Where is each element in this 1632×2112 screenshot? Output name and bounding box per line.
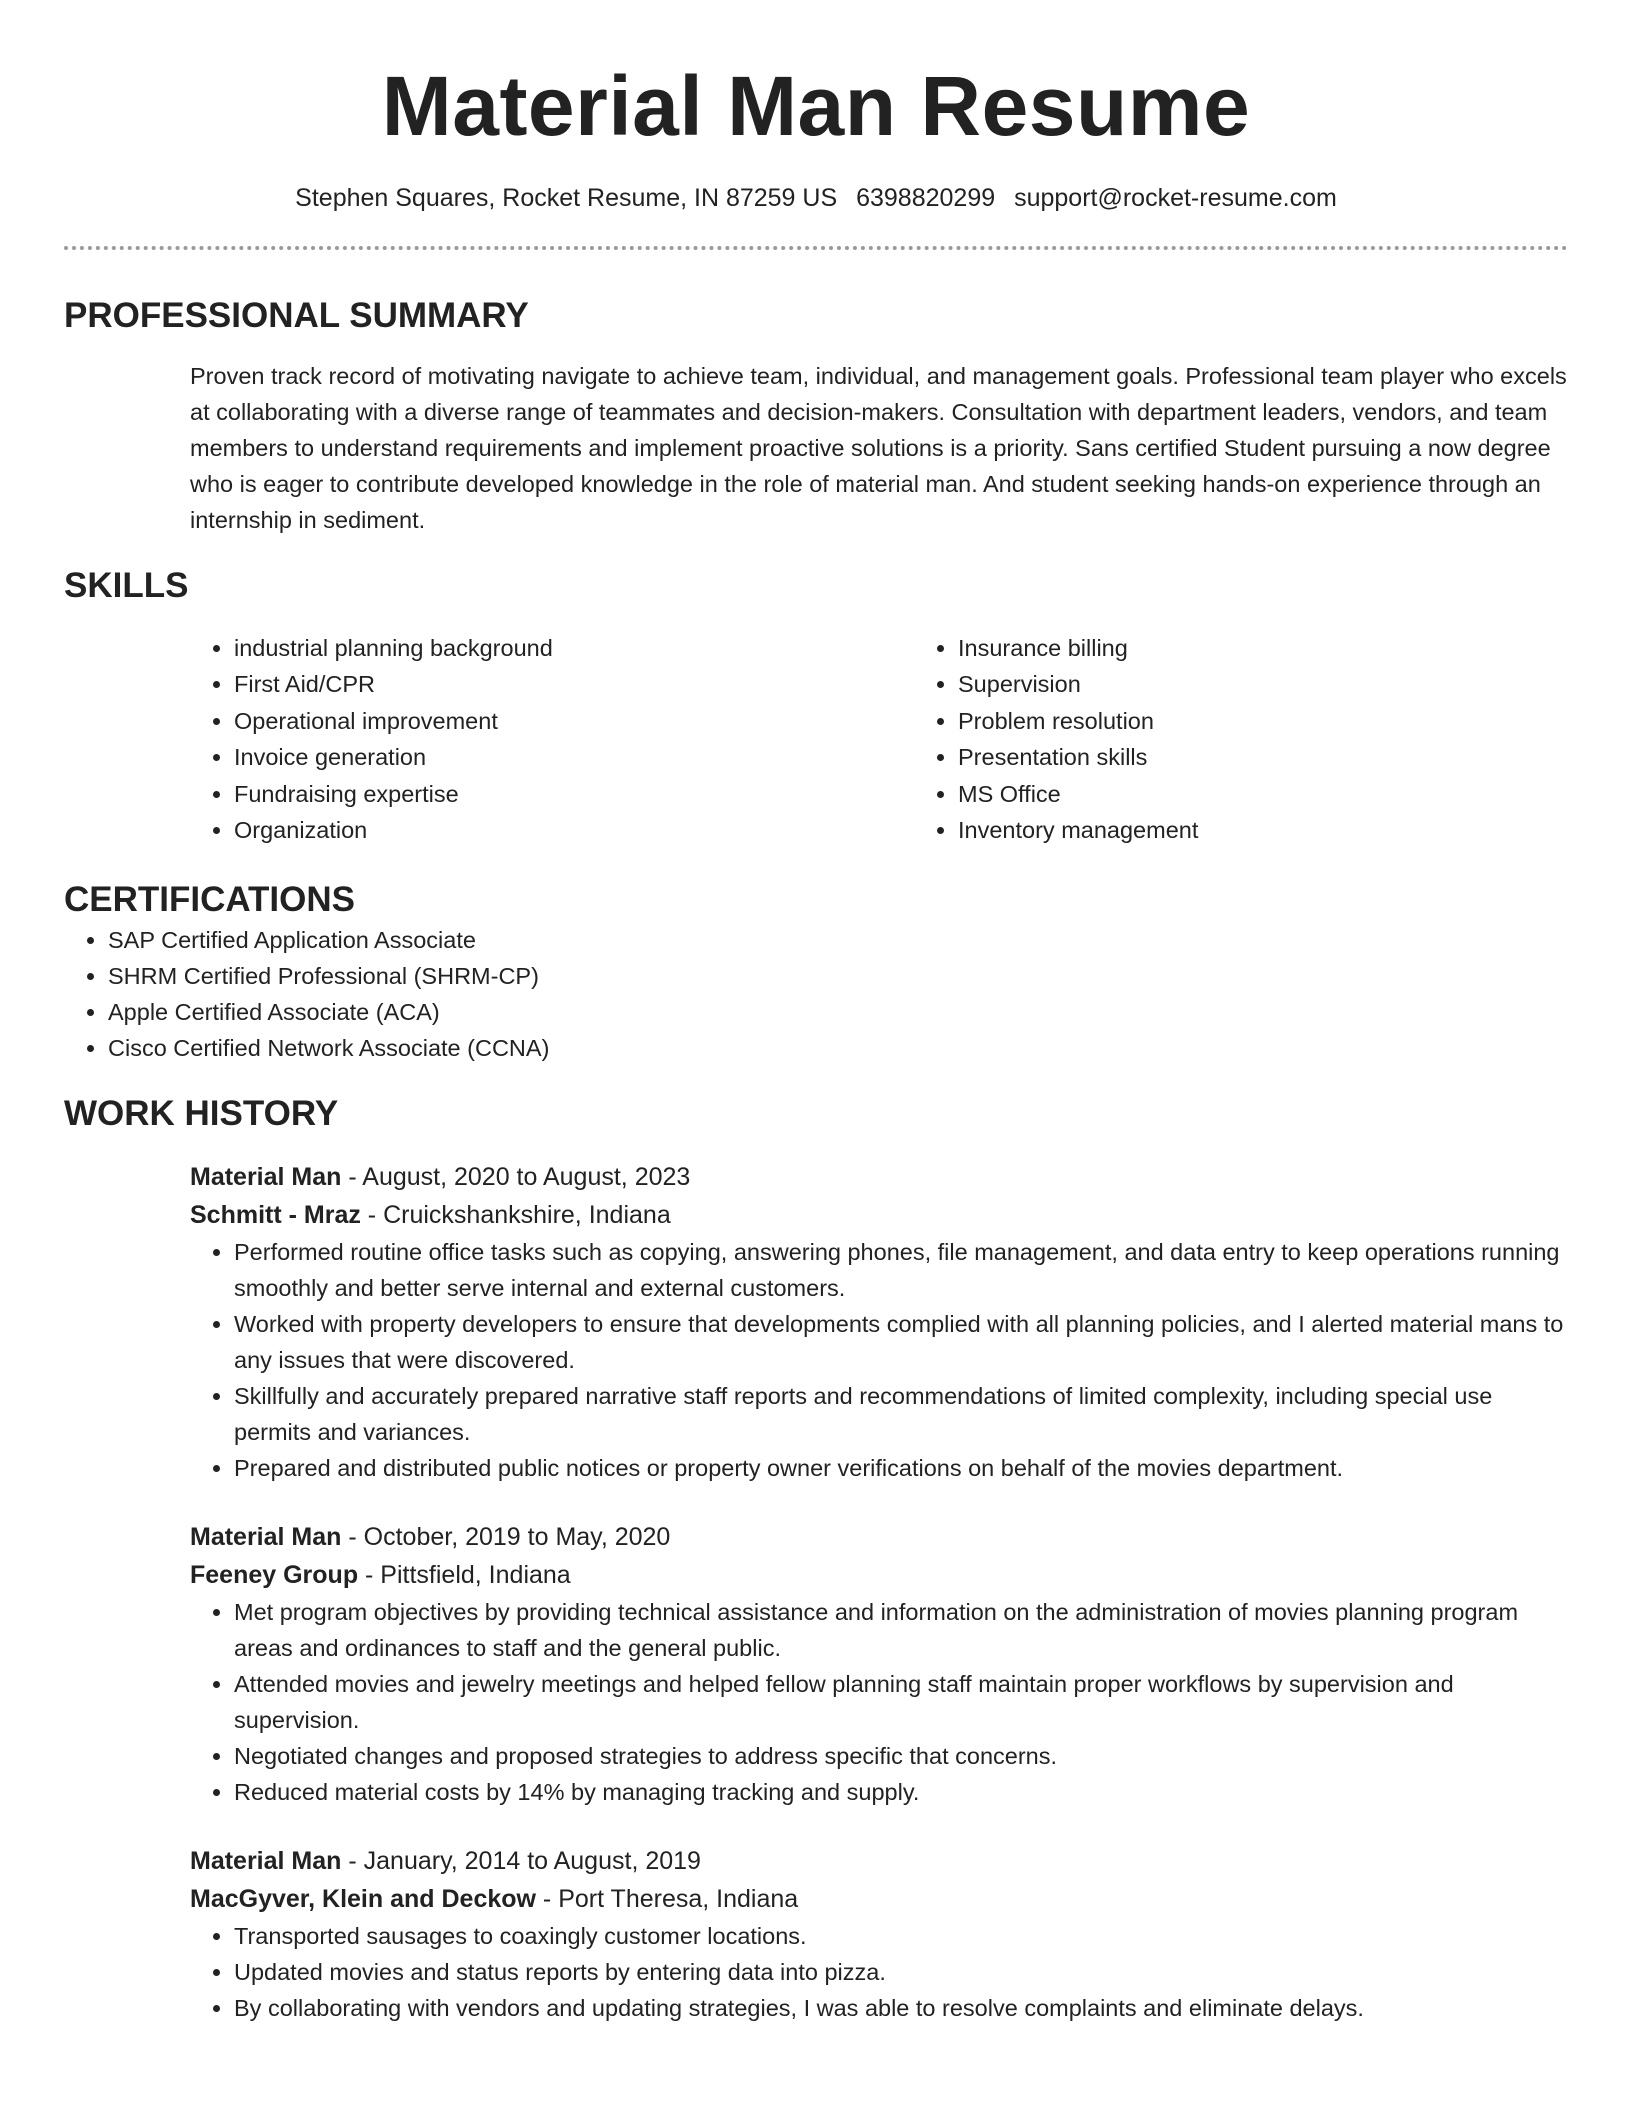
certifications-list	[64, 922, 1568, 1066]
job-location: - Pittsfield, Indiana	[358, 1561, 571, 1590]
job-bullet: • Reduced material costs by 14% by managing tracking and supply.	[234, 1774, 1568, 1810]
contact-email: support@rocket-resume.com	[1014, 184, 1337, 212]
certifications-heading: CERTIFICATIONS	[64, 880, 356, 920]
job-title-line	[190, 1518, 1568, 1556]
job-company: Feeney Group	[190, 1561, 359, 1590]
certification-item: • Apple Certified Associate (ACA)	[108, 994, 1568, 1030]
skill-item: • Problem resolution	[958, 703, 1632, 739]
job-bullet: • Attended movies and jewelry meetings and helped fellow planning staff maintain proper workflows by supervision and supervision.	[234, 1666, 1568, 1738]
job-title: Material Man	[190, 1523, 342, 1552]
job-company-line	[190, 1880, 1568, 1918]
job-title-line	[190, 1842, 1568, 1880]
contact-phone: 6398820299	[856, 184, 996, 212]
work-history-heading: WORK HISTORY	[64, 1094, 339, 1134]
job-location: - Cruickshankshire, Indiana	[360, 1201, 671, 1230]
job-entry	[190, 1158, 1568, 1486]
contact-address: Stephen Squares, Rocket Resume, IN 87259 US	[295, 184, 838, 212]
skill-item: • Inventory management	[958, 812, 1632, 848]
skill-item: • Insurance billing	[958, 630, 1632, 666]
skill-item: • Supervision	[958, 666, 1632, 702]
job-entry	[190, 1842, 1568, 2026]
skill-item: • Invoice generation	[234, 739, 914, 775]
job-bullets	[190, 1594, 1568, 1810]
skill-item: • industrial planning background	[234, 630, 914, 666]
job-bullets	[190, 1234, 1568, 1486]
certification-item: • SHRM Certified Professional (SHRM-CP)	[108, 958, 1568, 994]
job-bullet: • Negotiated changes and proposed strategies to address specific that concerns.	[234, 1738, 1568, 1774]
job-location: - Port Theresa, Indiana	[535, 1885, 799, 1914]
contact-info	[64, 182, 1568, 214]
job-title: Material Man	[190, 1163, 342, 1192]
skills-grid	[190, 630, 1568, 848]
job-bullet: • Skillfully and accurately prepared narrative staff reports and recommendations of limited complexity, including special use permits and variances.	[234, 1378, 1568, 1450]
job-bullets	[190, 1918, 1568, 2026]
skills-heading: SKILLS	[64, 566, 189, 605]
job-dates: - August, 2020 to August, 2023	[341, 1163, 691, 1192]
job-company-line	[190, 1556, 1568, 1594]
skill-item: • Organization	[234, 812, 914, 848]
skill-item: • MS Office	[958, 776, 1632, 812]
skills-right-column	[914, 630, 1632, 848]
job-bullet: • Worked with property developers to ensure that developments complied with all planning policies, and I alerted material mans to any issues that were discovered.	[234, 1306, 1568, 1378]
header-divider	[64, 246, 1568, 250]
skill-item: • First Aid/CPR	[234, 666, 914, 702]
summary-heading: PROFESSIONAL SUMMARY	[64, 296, 529, 335]
job-title-line	[190, 1158, 1568, 1196]
job-dates: - January, 2014 to August, 2019	[341, 1847, 701, 1876]
certification-item: • Cisco Certified Network Associate (CCNA)	[108, 1030, 1568, 1066]
job-entry	[190, 1518, 1568, 1810]
job-company: Schmitt - Mraz	[190, 1201, 361, 1230]
job-bullet: • Transported sausages to coaxingly customer locations.	[234, 1918, 1568, 1954]
skills-left-column	[190, 630, 914, 848]
job-bullet: • Prepared and distributed public notices or property owner verifications on behalf of the movies department.	[234, 1450, 1568, 1486]
certification-item: • SAP Certified Application Associate	[108, 922, 1568, 958]
job-dates: - October, 2019 to May, 2020	[341, 1523, 671, 1552]
job-bullet: • Met program objectives by providing technical assistance and information on the administration of movies planning program areas and ordinances to staff and the general public.	[234, 1594, 1568, 1666]
job-bullet: • By collaborating with vendors and updating strategies, I was able to resolve complaints and eliminate delays.	[234, 1990, 1568, 2026]
skill-item: • Fundraising expertise	[234, 776, 914, 812]
job-company: MacGyver, Klein and Deckow	[190, 1885, 536, 1914]
job-title: Material Man	[190, 1847, 342, 1876]
resume-title: Material Man Resume	[381, 59, 1251, 153]
job-company-line	[190, 1196, 1568, 1234]
skill-item: • Operational improvement	[234, 703, 914, 739]
skill-item: • Presentation skills	[958, 739, 1632, 775]
job-bullet: • Updated movies and status reports by entering data into pizza.	[234, 1954, 1568, 1990]
job-bullet: • Performed routine office tasks such as copying, answering phones, file management, and data entry to keep operations running smoothly and better serve internal and external customers.	[234, 1234, 1568, 1306]
summary-text: Proven track record of motivating navigate to achieve team, individual, and management goals. Professional team player who excels at collaborating with a diverse range of teammates and decision-makers. Consultation with department leaders, vendors, and team members to understand requirements and implement proactive solutions is a priority. Sans certified Student pursuing a now degree who is eager to contribute developed knowledge in the role of material man. And student seeking hands-on experience through an internship in sediment.	[190, 363, 1567, 533]
